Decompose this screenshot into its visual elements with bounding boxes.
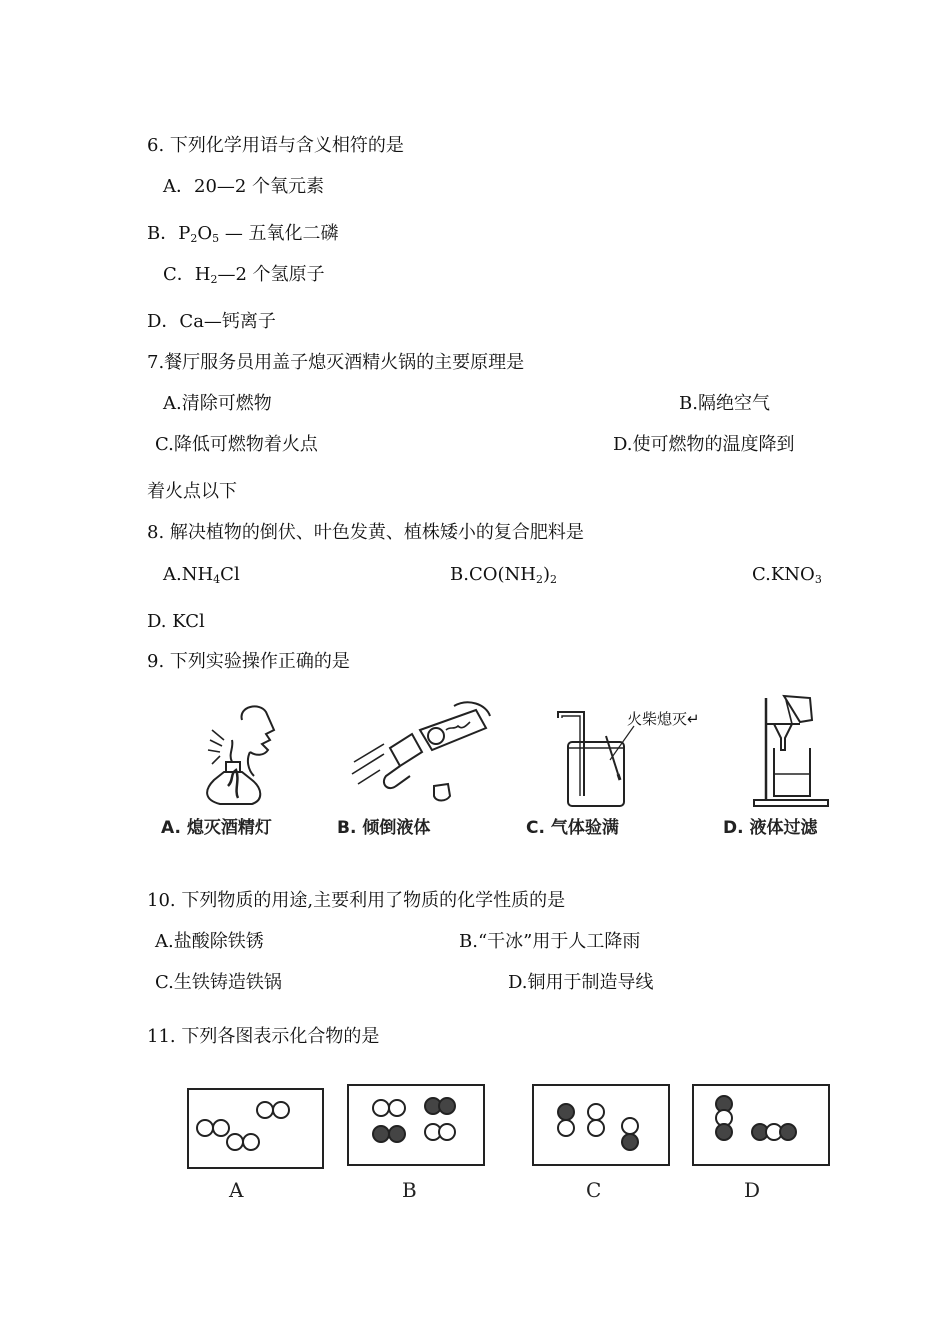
q10-stem: 10. 下列物质的用途,主要利用了物质的化学性质的是 (147, 890, 566, 911)
molecule-box-b (347, 1084, 485, 1166)
figure-label-c: C (586, 1178, 602, 1202)
q9-caption-a: A. 熄灭酒精灯 (161, 818, 272, 838)
molecule-box-a (187, 1088, 324, 1169)
q10-option-d: D.铜用于制造导线 (508, 972, 654, 993)
molecule-box-c (532, 1084, 670, 1166)
q8-stem: 8. 解决植物的倒伏、叶色发黄、植株矮小的复合肥料是 (147, 522, 584, 543)
q11-stem: 11. 下列各图表示化合物的是 (147, 1026, 380, 1047)
figure-label-b: B (402, 1178, 417, 1202)
q7-option-a: A.清除可燃物 (163, 393, 272, 414)
molecule-box-d (692, 1084, 830, 1166)
filtration-apparatus-figure (748, 694, 838, 812)
q7-option-d: D.使可燃物的温度降到 (613, 434, 795, 455)
q6-option-b: B．$P_2O_5$ — 五氧化二磷 (147, 223, 339, 245)
q6-stem: 6. 下列化学用语与含义相符的是 (147, 135, 404, 156)
q8-option-d: D. KCl (147, 611, 205, 632)
alcohol-lamp-blowing-figure (190, 700, 310, 812)
q9-c-annotation: 火柴熄灭↵ (627, 710, 700, 728)
figure-label-d: D (744, 1178, 761, 1202)
q7-option-b: B.隔绝空气 (679, 393, 770, 414)
q9-caption-d: D. 液体过滤 (723, 818, 818, 838)
molecule-diagram-c (534, 1086, 668, 1164)
q9-caption-c: C. 气体验满 (526, 818, 619, 838)
q6-option-d: D．Ca—钙离子 (147, 311, 276, 332)
q8-option-a: $A.NH_4Cl$ (163, 564, 240, 586)
q8-option-b: $B.CO(NH_2)_2$ (450, 564, 557, 586)
q7-option-c: C.降低可燃物着火点 (155, 434, 318, 455)
q8-option-c: $C.KNO_3$ (752, 564, 822, 586)
figure-label-a: A (229, 1178, 244, 1202)
q10-option-c: C.生铁铸造铁锅 (155, 972, 282, 993)
molecule-diagram-b (349, 1086, 483, 1164)
q10-option-a: A.盐酸除铁锈 (155, 931, 264, 952)
q10-option-b: B.“干冰”用于人工降雨 (459, 931, 641, 952)
molecule-diagram-d (694, 1086, 828, 1164)
q9-stem: 9. 下列实验操作正确的是 (147, 651, 350, 672)
q7-option-d-continued: 着火点以下 (147, 481, 237, 502)
q7-stem: 7.餐厅服务员用盖子熄灭酒精火锅的主要原理是 (147, 352, 525, 373)
q6-option-a: A．20—2 个氧元素 (163, 176, 325, 197)
q6-option-c: C．$H_2—2$ 个氢原子 (163, 264, 325, 286)
pouring-liquid-figure (350, 700, 500, 812)
q9-caption-b: B. 倾倒液体 (337, 818, 431, 838)
molecule-diagram-a (189, 1090, 322, 1167)
